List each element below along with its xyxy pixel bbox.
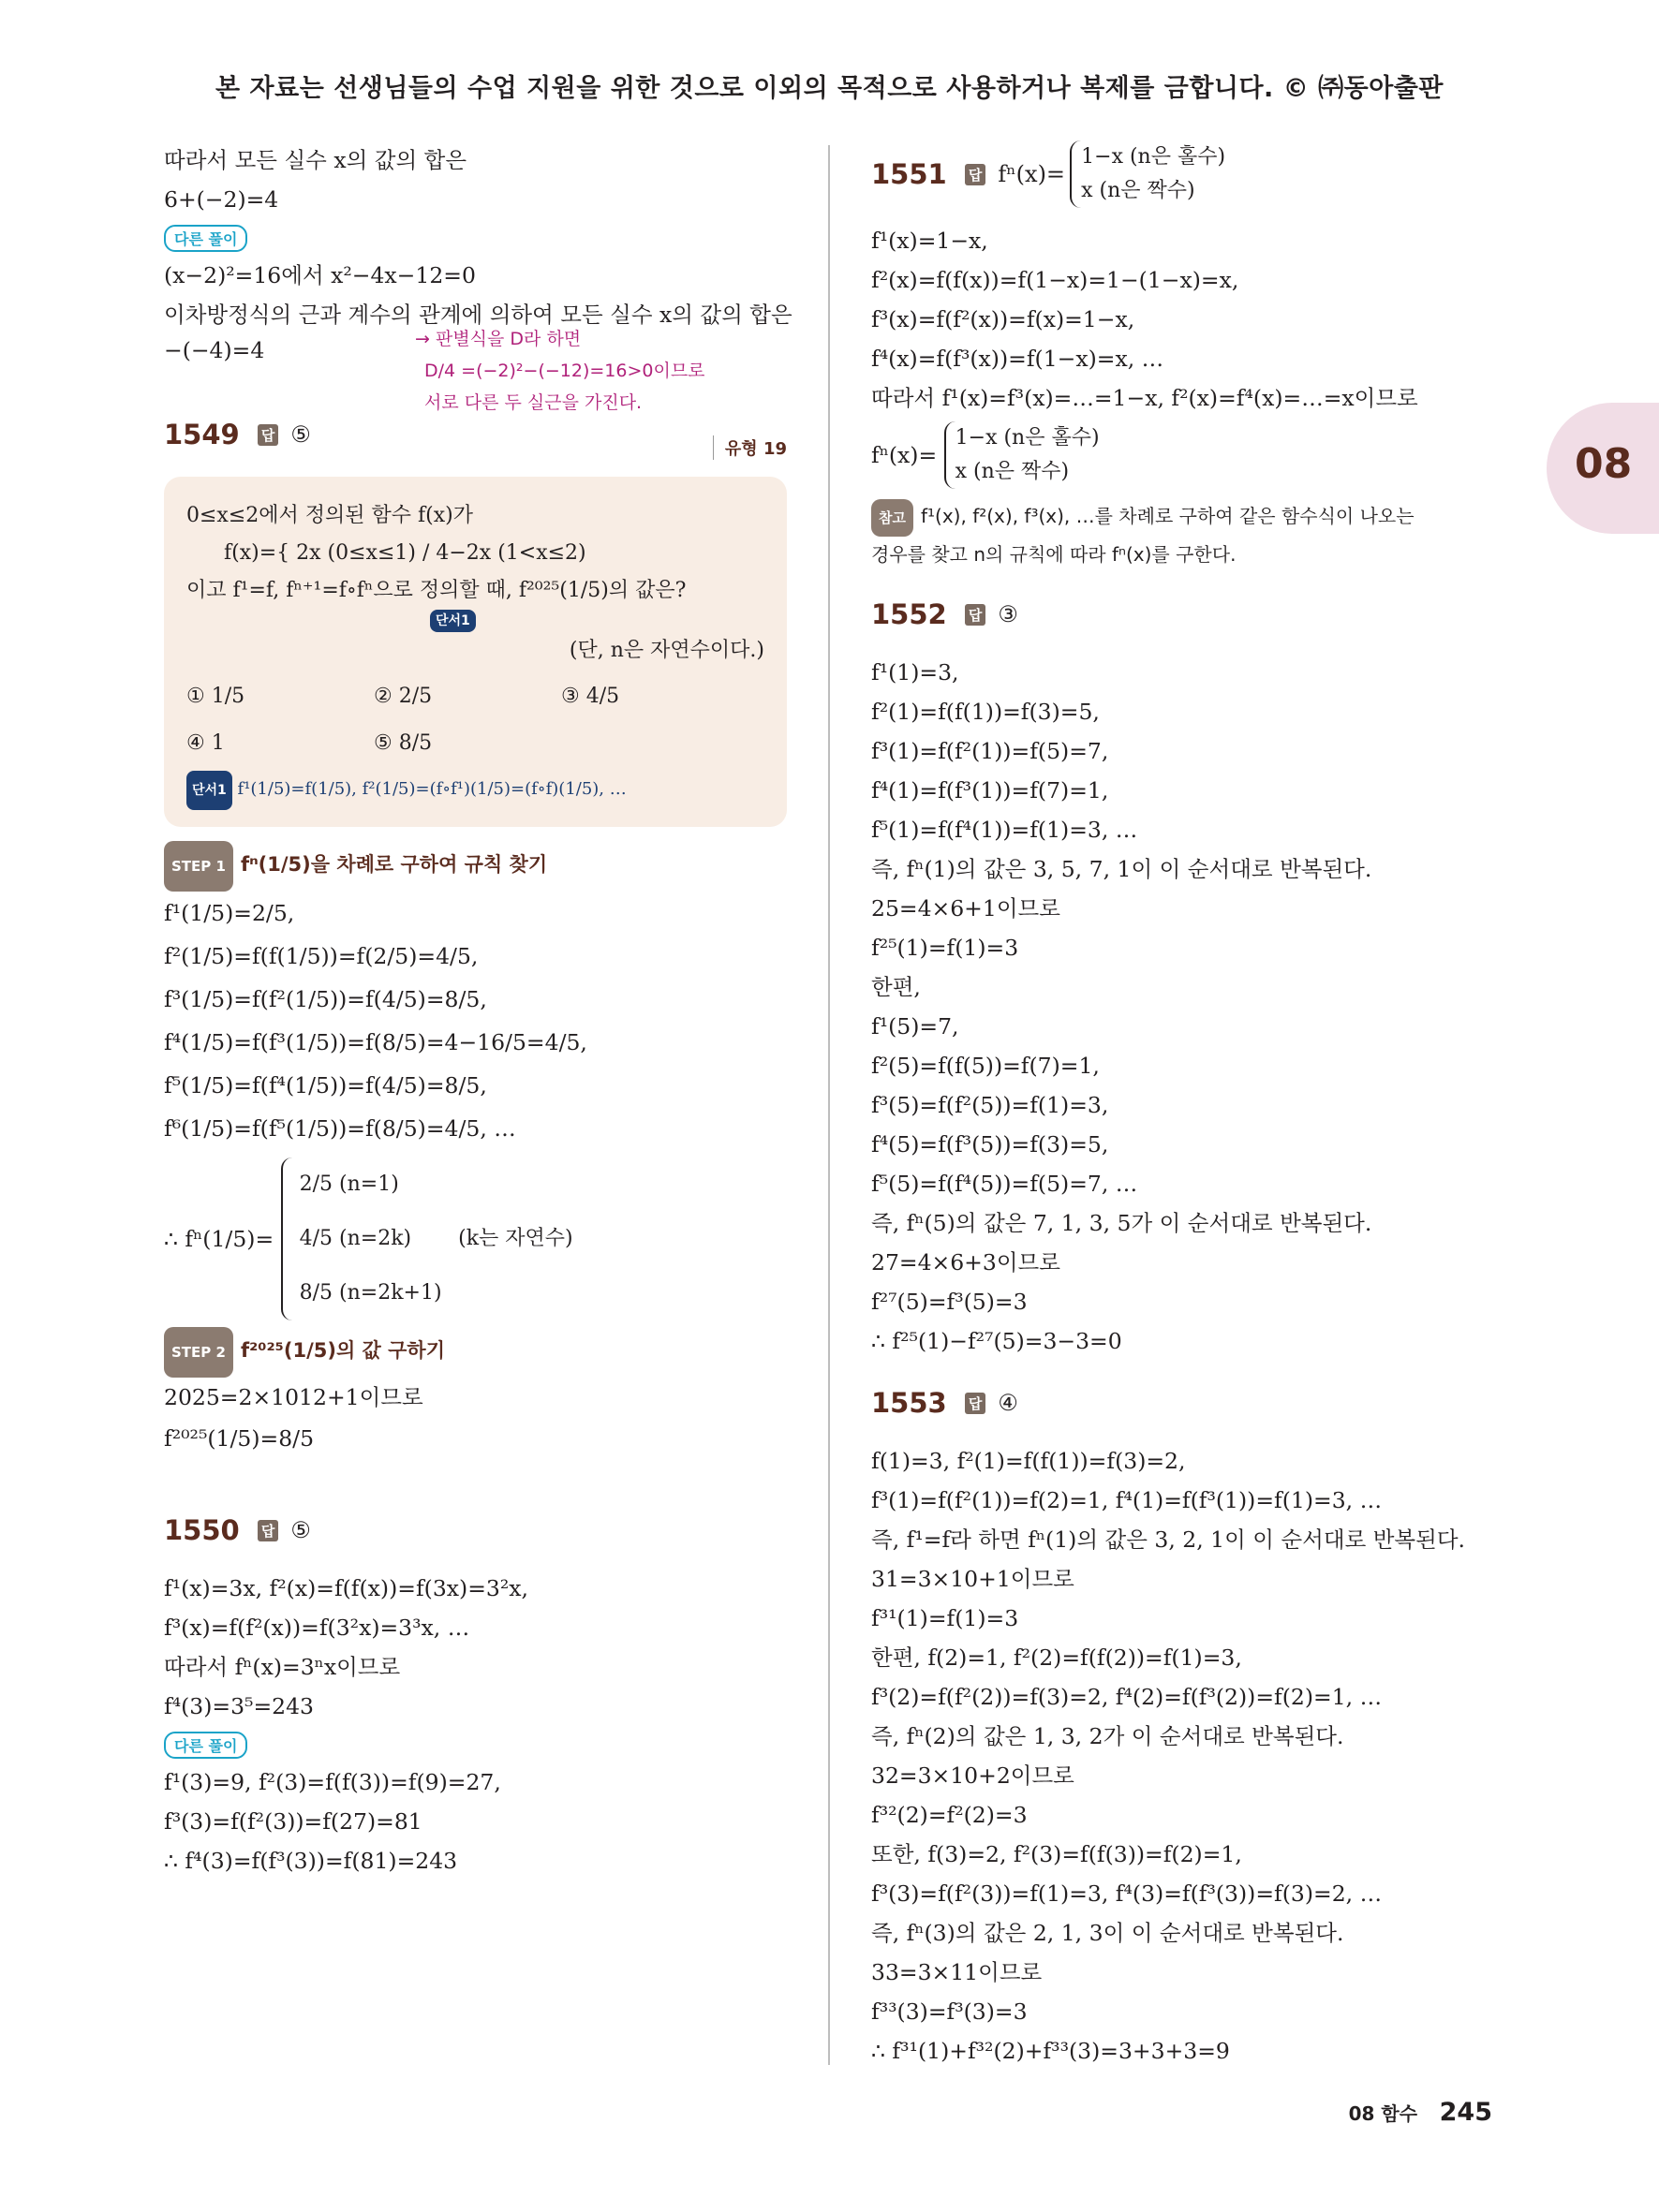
problem-number: 1549 (164, 419, 240, 450)
alt-solution-tag: 다른 풀이 (164, 225, 247, 252)
text-line: (x−2)²=16에서 x²−4x−12=0 (164, 262, 476, 288)
text-line: f³(1)=f(f²(1))=f(5)=7, (871, 738, 1109, 764)
answer-value: ③ (998, 601, 1018, 627)
text-line: f⁴(x)=f(f³(x))=f(1−x)=x, … (871, 346, 1164, 372)
note-line: 서로 다른 두 실근을 가진다. (424, 392, 643, 413)
text-line: f²(x)=f(f(x))=f(1−x)=1−(1−x)=x, (871, 267, 1239, 293)
copyright-banner: 본 자료는 선생님들의 수업 지원을 위한 것으로 이외의 목적으로 사용하거나 복제를 금합니다. © ㈜동아출판 (215, 74, 1444, 103)
text-line: 따라서 fⁿ(x)=3ⁿx이므로 (164, 1654, 401, 1680)
text-line: f²⁵(1)=f(1)=3 (871, 935, 1019, 961)
text-line: 31=3×10+1이므로 (871, 1566, 1074, 1592)
case-line: 1−x (n은 홀수) (1081, 145, 1226, 169)
hint-line (186, 771, 764, 810)
hint-text: f¹(1/5)=f(1/5), f²(1/5)=(f∘f¹)(1/5)=(f∘f)(1/5), … (237, 779, 627, 799)
right-column (871, 140, 1508, 2071)
case-line: 8/5 (n=2k+1) (299, 1281, 442, 1305)
text-line: f³³(3)=f³(3)=3 (871, 1998, 1028, 2025)
text-line: f³(x)=f(f²(x))=f(x)=1−x, (871, 306, 1135, 332)
text-line: ∴ f²⁵(1)−f²⁷(5)=3−3=0 (871, 1328, 1122, 1354)
text-line: f²(1)=f(f(1))=f(3)=5, (871, 699, 1100, 725)
text-line: 즉, fⁿ(1)의 값은 3, 5, 7, 1이 이 순서대로 반복된다. (871, 856, 1372, 882)
problem-header-1550 (164, 1514, 787, 1569)
text-line: 33=3×11이므로 (871, 1959, 1043, 1985)
problem-line: 이고 f¹=f, fⁿ⁺¹=f∘fⁿ으로 정의할 때, f²⁰²⁵(1/5)의 값은? (186, 579, 687, 602)
text-line: 즉, fⁿ(2)의 값은 1, 3, 2가 이 순서대로 반복된다. (871, 1723, 1344, 1749)
case-line: 1−x (n은 홀수) (955, 426, 1100, 450)
text-line: f³(x)=f(f²(x))=f(3²x)=3³x, … (164, 1615, 470, 1641)
text-line: f¹(3)=9, f²(3)=f(f(3))=f(9)=27, (164, 1769, 501, 1795)
answer-label: 답 (965, 1393, 986, 1414)
discriminant-note (415, 323, 787, 419)
step-title: fⁿ(1/5)을 차례로 구하여 규칙 찾기 (240, 853, 548, 876)
step-title: f²⁰²⁵(1/5)의 값 구하기 (240, 1339, 446, 1362)
text-line: f³(3)=f(f²(3))=f(27)=81 (164, 1808, 422, 1835)
text-line: f⁶(1/5)=f(f⁵(1/5))=f(8/5)=4/5, … (164, 1115, 516, 1142)
choice-item: ② 2/5 (374, 685, 433, 708)
step-heading (164, 840, 787, 892)
problem-header-1549 (164, 419, 787, 473)
text-line: f¹(x)=1−x, (871, 228, 988, 254)
chapter-tab (1547, 403, 1659, 534)
case-block (871, 421, 1508, 489)
text-line: f¹(1/5)=2/5, (164, 900, 295, 926)
problem-number: 1553 (871, 1387, 947, 1419)
type-label: 유형 19 (713, 435, 787, 460)
answer-brace (1070, 140, 1225, 208)
step-heading (164, 1326, 787, 1378)
text-line: f³¹(1)=f(1)=3 (871, 1605, 1019, 1631)
choice-item: ① 1/5 (186, 685, 245, 708)
choice-list (186, 675, 764, 765)
text-line: 한편, f(2)=1, f²(2)=f(f(2))=f(1)=3, (871, 1644, 1242, 1671)
step-tag: STEP 1 (164, 841, 233, 892)
text-line: 따라서 f¹(x)=f³(x)=…=1−x, f²(x)=f⁴(x)=…=x이므로 (871, 385, 1418, 411)
hint-tag: 단서1 (430, 610, 476, 632)
text-line: 25=4×6+1이므로 (871, 895, 1060, 922)
text-line: f⁵(5)=f(f⁴(5))=f(5)=7, … (871, 1171, 1138, 1197)
text-line: ∴ f³¹(1)+f³²(2)+f³³(3)=3+3+3=9 (871, 2038, 1230, 2064)
text-line: 한편, (871, 974, 921, 1000)
text-line: 즉, fⁿ(3)의 값은 2, 1, 3이 이 순서대로 반복된다. (871, 1920, 1344, 1946)
text-line: 2025=2×1012+1이므로 (164, 1384, 423, 1410)
problem-line: (단, n은 자연수이다.) (569, 639, 764, 662)
text-line: f²⁷(5)=f³(5)=3 (871, 1289, 1028, 1315)
text-line: f⁴(3)=3⁵=243 (164, 1693, 315, 1719)
reference-tag: 참고 (871, 499, 913, 537)
problem-number: 1551 (871, 158, 947, 190)
case-block (164, 1158, 787, 1320)
answer-value: ⑤ (290, 421, 311, 448)
chapter-tab-label: 08 (1575, 440, 1633, 488)
reference-text: 경우를 찾고 n의 규칙에 따라 fⁿ(x)를 구한다. (871, 543, 1237, 566)
text-line: f³(5)=f(f²(5))=f(1)=3, (871, 1092, 1109, 1118)
answer-prefix: fⁿ(x)= (998, 161, 1066, 187)
text-line: 또한, f(3)=2, f²(3)=f(f(3))=f(2)=1, (871, 1841, 1242, 1867)
text-line: 27=4×6+3이므로 (871, 1249, 1060, 1276)
text-line: f³(1)=f(f²(1))=f(2)=1, f⁴(1)=f(f³(1))=f(1)=3, … (871, 1487, 1383, 1513)
column-divider (828, 145, 830, 2065)
page-footer (1349, 2098, 1492, 2127)
text-line: f⁴(5)=f(f³(5))=f(3)=5, (871, 1131, 1109, 1158)
choice-item: ⑤ 8/5 (374, 731, 433, 755)
step-tag: STEP 2 (164, 1327, 233, 1378)
case-line (300, 1212, 573, 1266)
text-line: f²(5)=f(f(5))=f(7)=1, (871, 1053, 1100, 1079)
case-text: 4/5 (n=2k) (299, 1227, 412, 1250)
text-line: f¹(x)=3x, f²(x)=f(f(x))=f(3x)=3²x, (164, 1575, 528, 1601)
left-column (164, 140, 792, 1880)
case-brace (281, 1158, 573, 1320)
problem-line: 0≤x≤2에서 정의된 함수 f(x)가 (186, 504, 473, 527)
reference-note (871, 498, 1508, 537)
alt-solution-tag: 다른 풀이 (164, 1732, 247, 1759)
problem-box (164, 477, 787, 827)
choice-item: ④ 1 (186, 731, 225, 755)
case-prefix: fⁿ(x)= (871, 442, 938, 468)
note-line: D/4 =(−2)²−(−12)=16>0이므로 (424, 361, 705, 381)
text-line: f(1)=3, f²(1)=f(f(1))=f(3)=2, (871, 1448, 1186, 1474)
text-line: f⁵(1/5)=f(f⁴(1/5))=f(4/5)=8/5, (164, 1072, 487, 1099)
text-line: f²⁰²⁵(1/5)=8/5 (164, 1425, 315, 1452)
problem-header-1551 (871, 140, 1508, 215)
text-line: f⁴(1)=f(f³(1))=f(7)=1, (871, 777, 1109, 804)
text-line: f⁴(1/5)=f(f³(1/5))=f(8/5)=4−16/5=4/5, (164, 1029, 587, 1055)
case-line: x (n은 짝수) (1081, 179, 1195, 202)
text-line: f¹(5)=7, (871, 1013, 959, 1040)
text-line: ∴ f⁴(3)=f(f³(3))=f(81)=243 (164, 1848, 458, 1874)
answer-label: 답 (258, 1520, 279, 1541)
problem-header-1552 (871, 598, 1508, 653)
note-line: → 판별식을 D라 하면 (415, 329, 582, 349)
text-line: f³(1/5)=f(f²(1/5))=f(4/5)=8/5, (164, 986, 487, 1012)
case-line: x (n은 짝수) (955, 460, 1070, 483)
chapter-name: 08 함수 (1348, 2102, 1418, 2125)
case-prefix: ∴ fⁿ(1/5)= (164, 1226, 274, 1252)
problem-number: 1550 (164, 1514, 240, 1546)
text-line: f³²(2)=f²(2)=3 (871, 1802, 1028, 1828)
text-line: 이차방정식의 근과 계수의 관계에 의하여 모든 실수 x의 값의 합은 (164, 302, 792, 328)
text-line: f¹(1)=3, (871, 659, 959, 686)
choice-item: ③ 4/5 (561, 685, 620, 708)
text-line: f²(1/5)=f(f(1/5))=f(2/5)=4/5, (164, 943, 479, 969)
case-note: (k는 자연수) (458, 1227, 573, 1250)
case-brace (944, 421, 1100, 489)
answer-label: 답 (965, 164, 986, 185)
text-line: f³(2)=f(f²(2))=f(3)=2, f⁴(2)=f(f³(2))=f(2)=1, … (871, 1684, 1383, 1710)
answer-label: 답 (965, 604, 986, 626)
problem-number: 1552 (871, 598, 947, 630)
problem-line: f(x)={ 2x (0≤x≤1) / 4−2x (1<x≤2) (224, 541, 586, 565)
case-line: 2/5 (n=1) (299, 1172, 399, 1196)
text-line: 6+(−2)=4 (164, 186, 279, 213)
text-line: −(−4)=4 (164, 337, 265, 363)
text-line: 32=3×10+2이므로 (871, 1762, 1074, 1789)
page-number: 245 (1439, 2098, 1492, 2127)
text-line: 즉, fⁿ(5)의 값은 7, 1, 3, 5가 이 순서대로 반복된다. (871, 1210, 1372, 1236)
text-line: f³(3)=f(f²(3))=f(1)=3, f⁴(3)=f(f³(3))=f(3)=2, … (871, 1880, 1383, 1907)
text-line: f⁵(1)=f(f⁴(1))=f(1)=3, … (871, 817, 1138, 843)
problem-header-1553 (871, 1387, 1508, 1441)
reference-text: f¹(x), f²(x), f³(x), …를 차례로 구하여 같은 함수식이 나오는 (920, 505, 1415, 527)
answer-label: 답 (258, 424, 279, 446)
answer-value: ④ (998, 1390, 1018, 1416)
hint-tag: 단서1 (186, 771, 232, 810)
text-line: 즉, f¹=f라 하면 fⁿ(1)의 값은 3, 2, 1이 이 순서대로 반복된다. (871, 1526, 1466, 1553)
text-line: 따라서 모든 실수 x의 값의 합은 (164, 147, 467, 173)
answer-value: ⑤ (290, 1517, 311, 1543)
